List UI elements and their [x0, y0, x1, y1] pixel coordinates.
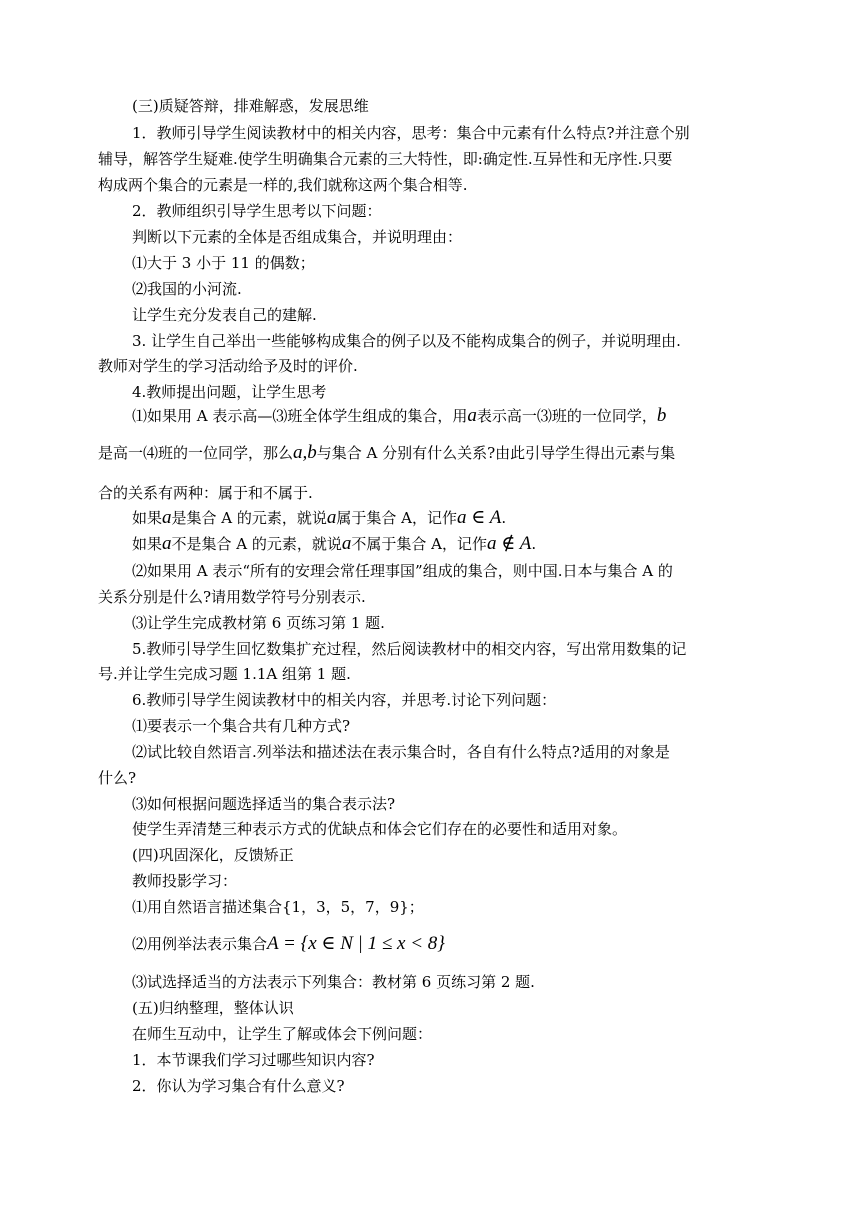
- math-variable: b: [656, 405, 667, 426]
- text-run: .: [501, 509, 507, 527]
- paragraph-line: 6.教师引导学生阅读教材中的相关内容，并思考.讨论下列问题：: [132, 691, 557, 709]
- paragraph-line: 什么?: [98, 769, 137, 787]
- paragraph-line: 4.教师提出问题，让学生思考: [132, 383, 327, 401]
- text-run: ⑵用例举法表示集合: [132, 935, 268, 953]
- list-item: 1．本节课我们学习过哪些知识内容?: [132, 1051, 375, 1069]
- math-variable: a: [162, 533, 172, 554]
- paragraph-line: 构成两个集合的元素是一样的,我们就称这两个集合相等.: [98, 176, 468, 194]
- paragraph-line: ⑵如果用 A 表示“所有的安理会常任理事国”组成的集合，则中国.日本与集合 A 的: [132, 562, 673, 580]
- text-run: 不属于集合 A，记作: [351, 535, 487, 553]
- math-variable: a: [162, 507, 172, 528]
- math-expression: a,b: [293, 442, 317, 463]
- section-heading-4: (四)巩固深化，反馈矫正: [132, 846, 294, 864]
- text-run: 如果: [132, 535, 163, 553]
- paragraph-line-with-math: [98, 443, 675, 463]
- list-item: ⑶让学生完成教材第 6 页练习第 1 题.: [132, 614, 385, 632]
- text-run: ⑴如果用 A 表示高—⑶班全体学生组成的集合，用: [132, 407, 468, 425]
- paragraph-line: 教师对学生的学习活动给予及时的评价.: [98, 357, 358, 375]
- text-run: 如果: [132, 509, 163, 527]
- paragraph-line-with-math: [132, 534, 536, 554]
- list-item: ⑵我国的小河流.: [132, 280, 242, 298]
- paragraph-line-with-math: [132, 406, 666, 426]
- list-item: 2．你认为学习集合有什么意义?: [132, 1077, 345, 1095]
- math-expression: a ∉ A: [487, 533, 532, 554]
- paragraph-line: 让学生充分发表自己的建解.: [132, 306, 317, 324]
- section-heading-3: (三)质疑答辩，排难解惑，发展思维: [132, 97, 369, 115]
- paragraph-line: 教师投影学习：: [132, 872, 238, 890]
- paragraph-line: 辅导，解答学生疑难.使学生明确集合元素的三大特性，即:确定性.互异性和无序性.只要: [98, 150, 673, 168]
- text-run: 是集合 A 的元素，就说: [171, 509, 327, 527]
- list-item: ⑶试选择适当的方法表示下列集合：教材第 6 页练习第 2 题.: [132, 973, 535, 991]
- paragraph-line: 2．教师组织引导学生思考以下问题：: [132, 202, 382, 220]
- paragraph-line: 判断以下元素的全体是否组成集合，并说明理由：: [132, 228, 463, 246]
- math-expression: A = {x ∈ N | 1 ≤ x < 8}: [267, 933, 445, 954]
- math-expression: a ∈ A: [457, 507, 502, 528]
- list-item-with-math: [132, 934, 445, 954]
- text-run: 表示高一⑶班的一位同学，: [476, 407, 657, 425]
- text-run: 与集合 A 分别有什么关系?由此引导学生得出元素与集: [316, 444, 676, 462]
- math-variable: a: [326, 507, 337, 528]
- paragraph-line-with-math: [132, 508, 506, 528]
- list-item: ⑴要表示一个集合共有几种方式?: [132, 717, 351, 735]
- list-item: ⑴用自然语言描述集合{1，3，5，7，9}；: [132, 898, 424, 916]
- text-run: 是高一⑷班的一位同学，那么: [98, 444, 294, 462]
- list-item: ⑶如何根据问题选择适当的集合表示法?: [132, 795, 396, 813]
- section-heading-5: (五)归纳整理，整体认识: [132, 999, 294, 1017]
- math-variable: a: [341, 533, 352, 554]
- text-run: .: [531, 535, 537, 553]
- paragraph-line: 合的关系有两种：属于和不属于.: [98, 484, 313, 502]
- list-item: ⑴大于 3 小于 11 的偶数；: [132, 254, 315, 272]
- paragraph-line: 5.教师引导学生回忆数集扩充过程，然后阅读教材中的相交内容，写出常用数集的记: [132, 640, 687, 658]
- math-variable: a: [467, 405, 477, 426]
- list-item: ⑵试比较自然语言.列举法和描述法在表示集合时，各自有什么特点?适用的对象是: [132, 743, 670, 761]
- paragraph-line: 3. 让学生自己举出一些能够构成集合的例子以及不能构成集合的例子，并说明理由.: [132, 332, 681, 350]
- text-run: 不是集合 A 的元素，就说: [171, 535, 342, 553]
- paragraph-line: 关系分别是什么?请用数学符号分别表示.: [98, 588, 366, 606]
- paragraph-line: 使学生弄清楚三种表示方式的优缺点和体会它们存在的必要性和适用对象。: [132, 820, 628, 838]
- paragraph-line: 号.并让学生完成习题 1.1A 组第 1 题.: [98, 665, 351, 683]
- paragraph-line: 在师生互动中，让学生了解或体会下例问题：: [132, 1025, 433, 1043]
- paragraph-line: 1．教师引导学生阅读教材中的相关内容，思考：集合中元素有什么特点?并注意个别: [132, 124, 690, 142]
- text-run: 属于集合 A，记作: [336, 509, 457, 527]
